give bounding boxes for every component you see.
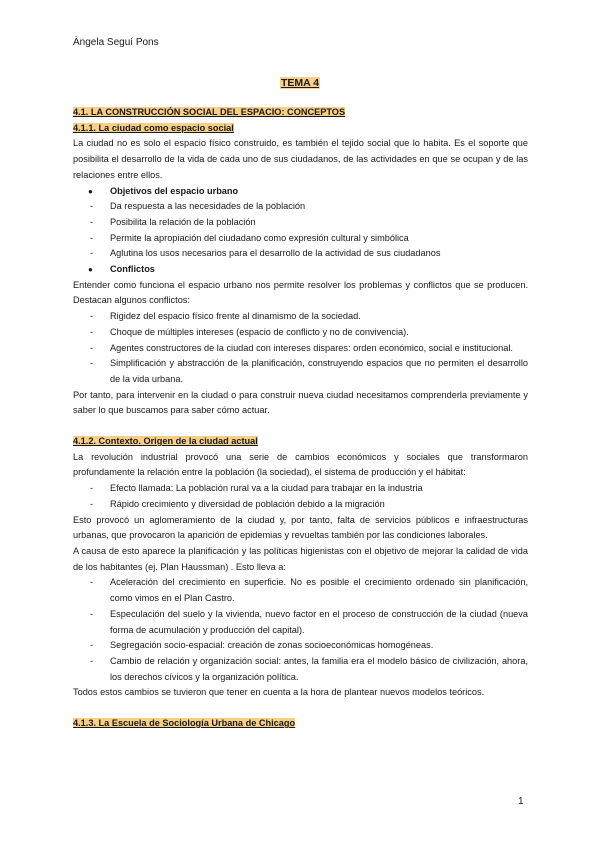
dash-icon: - xyxy=(90,483,94,494)
title-text: TEMA 4 xyxy=(280,77,320,89)
list-item: - Permite la apropiación del ciudadano como expresión cultural y simbólica xyxy=(73,231,528,247)
list-item: - Efecto llamada: La población rural va a la ciudad para trabajar en la industria xyxy=(73,481,528,497)
document-title xyxy=(0,77,600,89)
list-item: - Posibilita la relación de la población xyxy=(73,215,528,231)
bullet-icon: ● xyxy=(88,186,93,196)
list-item: - Simplificación y abstracción de la planificación, construyendo espacios que no permiten el desarrollo de la vida urbana. xyxy=(90,358,528,384)
list-item: - Aceleración del crecimiento en superficie. No es posible el crecimiento ordenado sin planificación, como vimos en el Plan Castro. xyxy=(90,577,528,604)
paragraph: Esto provocó un aglomeramiento de la ciudad y, por tanto, falta de servicios públicos e infraestructuras urbanas, que provocaron la aparición de epidemias y revueltas también por las condiciones laborales. xyxy=(73,514,528,541)
paragraph: Todos estos cambios se tuvieron que tener en cuenta a la hora de plantear nuevos modelos teóricos. xyxy=(73,687,485,698)
list-item: - Cambio de relación y organización social: antes, la familia era el modelo básico de civilización, ahora, los derechos cívicos y la organización política. xyxy=(90,655,528,682)
bullet-item: ● Conflictos xyxy=(73,262,528,278)
paragraph: A causa de esto aparece la planificación y las políticas higienistas con el objetivo de mejorar la calidad de vida de los habitantes (ej. Plan Haussman) . Esto lleva a: xyxy=(73,545,528,572)
section-4-1-2-heading: 4.1.2. Contexto. Origen de la ciudad actual xyxy=(73,436,258,447)
bullet-item: ● Objetivos del espacio urbano xyxy=(73,184,528,200)
list-item: - Rápido crecimiento y diversidad de población debido a la migración xyxy=(73,497,528,513)
dash-icon: - xyxy=(90,640,94,651)
dash-icon: - xyxy=(90,358,94,369)
dash-icon: - xyxy=(90,232,94,243)
paragraph: Entender como funciona el espacio urbano nos permite resolver los problemas y conflictos que se producen. Destacan algunos conflictos: xyxy=(73,279,528,306)
paragraph: La ciudad no es solo el espacio físico construido, es también el tejido social que lo habita. Es el soporte que posibilita el desarrollo de la vida de cada uno de sus ciudadanos, de las actividades en que se ocupan y de las relaciones entre ellos. xyxy=(73,138,528,180)
section-4-1-heading: 4.1. LA CONSTRUCCIÓN SOCIAL DEL ESPACIO: CONCEPTOS xyxy=(73,107,346,117)
dash-icon: - xyxy=(90,326,94,337)
list-item: - Agentes constructores de la ciudad con intereses dispares: orden económico, social e institucional. xyxy=(73,341,528,357)
spacer xyxy=(73,419,528,434)
spacer xyxy=(73,701,528,716)
dash-icon: - xyxy=(90,608,94,619)
dash-icon: - xyxy=(90,201,94,212)
document-body xyxy=(73,105,528,732)
dash-icon: - xyxy=(90,655,94,666)
dash-icon: - xyxy=(90,216,94,227)
dash-icon: - xyxy=(90,498,94,509)
list-item: - Choque de múltiples intereses (espacio de conflicto y no de convivencia). xyxy=(73,325,528,341)
list-item: - Da respuesta a las necesidades de la población xyxy=(73,199,528,215)
author-header: Àngela Seguí Pons xyxy=(73,37,159,48)
dash-icon: - xyxy=(90,342,94,353)
dash-icon: - xyxy=(90,577,94,588)
bullet-icon: ● xyxy=(88,265,93,275)
paragraph: La revolución industrial provocó una serie de cambios económicos y sociales que transformaron profundamente la relación entre la población (la sociedad), el sistema de producción y el hábitat: xyxy=(73,451,528,478)
dash-icon: - xyxy=(90,248,94,259)
list-item: - Segregación socio-espacial: creación de zonas socioeconómicas homogéneas. xyxy=(73,638,528,654)
dash-icon: - xyxy=(90,311,94,322)
page-number: 1 xyxy=(518,796,524,807)
paragraph: Por tanto, para intervenir en la ciudad o para construir nueva ciudad necesitamos comprenderla previamente y saber lo que buscamos para saber cómo actuar. xyxy=(73,389,528,416)
list-item: - Especulación del suelo y la vivienda, nuevo factor en el proceso de construcción de la ciudad (nueva forma de acumulación y producción del capital). xyxy=(90,608,528,635)
section-4-1-3-heading: 4.1.3. La Escuela de Sociología Urbana de Chicago xyxy=(73,718,296,729)
list-item: - Aglutina los usos necesarios para el desarrollo de la actividad de sus ciudadanos xyxy=(73,246,528,262)
list-item: - Rigidez del espacio físico frente al dinamismo de la sociedad. xyxy=(73,309,528,325)
section-4-1-1-heading: 4.1.1. La ciudad como espacio social xyxy=(73,122,234,133)
